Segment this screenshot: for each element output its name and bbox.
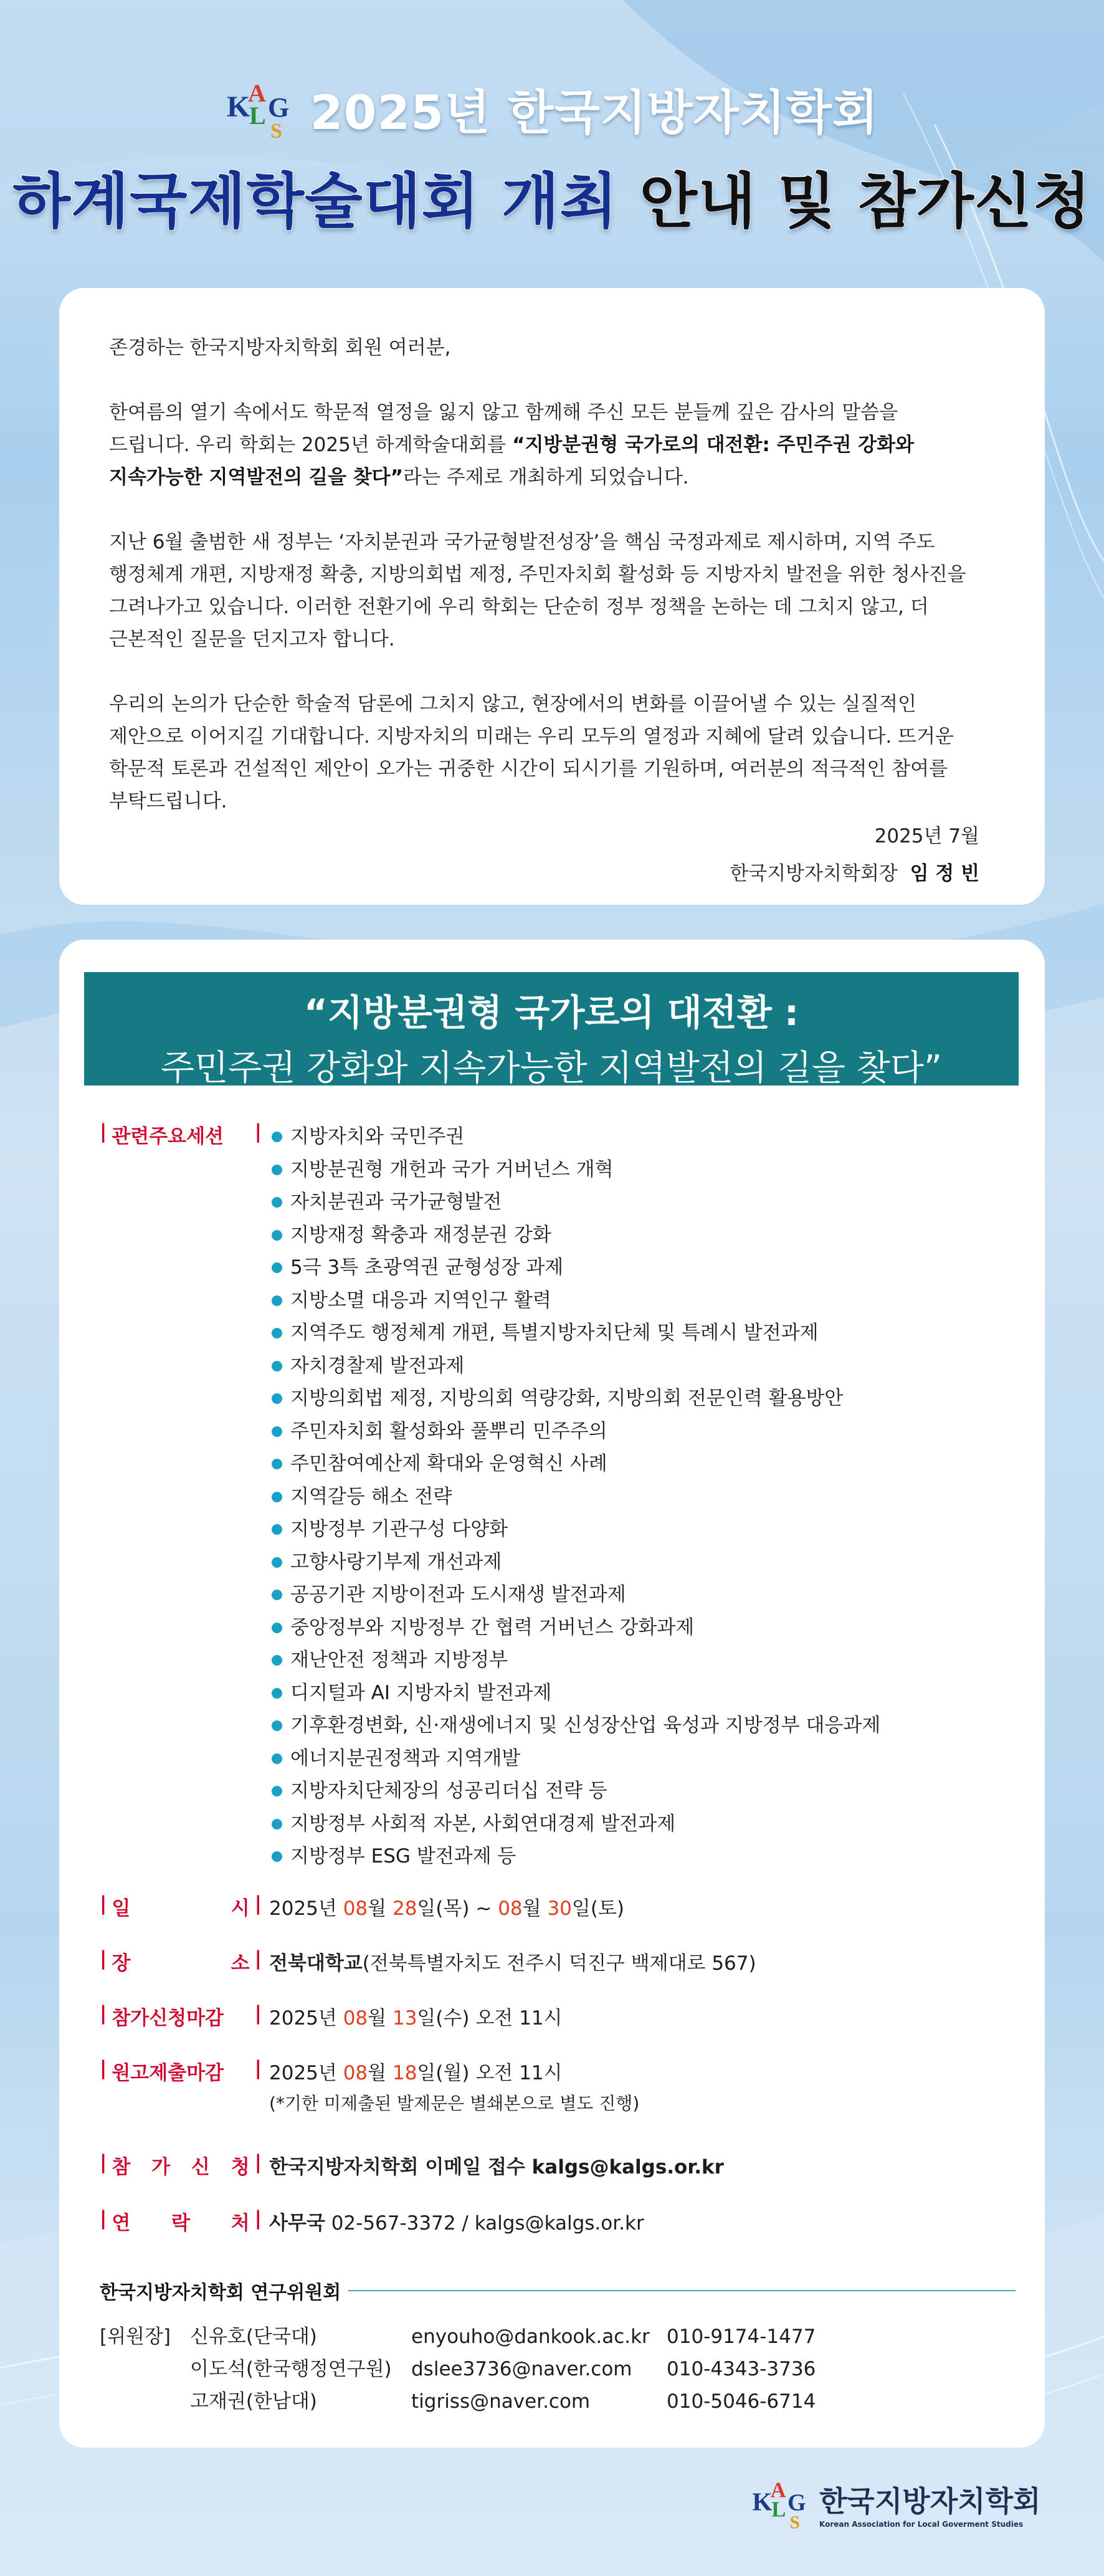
paper-deadline-note: (*기한 미제출된 발제문은 별쇄본으로 별도 진행): [269, 2093, 640, 2114]
session-item: 기후환경변화, 신·재생에너지 및 신성장산업 육성과 지방정부 대응과제: [269, 1709, 880, 1742]
letter-greeting: 존경하는 한국지방자치학회 회원 여러분,: [109, 336, 451, 359]
session-item: 지방자치단체장의 성공리더십 전략 등: [269, 1775, 880, 1808]
contact-office: 사무국: [269, 2212, 325, 2235]
svg-text:G: G: [788, 2489, 806, 2516]
session-item: 지방소멸 대응과 지역인구 활력: [269, 1284, 880, 1317]
letter-p2-end: 라는 주제로 개최하게 되었습니다.: [403, 466, 689, 489]
header-line1: [0, 75, 1104, 143]
letter-paragraph-3: 지난 6월 출범한 새 정부는 ‘자치분권과 국가균형발전성장’을 핵심 국정과제로 제시하며, 지역 주도 행정체계 개편, 지방재정 확충, 지방의회법 제정, 주민자치회 활성화 등 지방자치 발전을 위한 청사진을 그려나가고 있습니다. 이러한 전환기에 우리 학회는 단순히 정부 정책을 논하는 데 그치지 않고, 더 근본적인 질문을 던지고자 합니다.: [109, 531, 966, 651]
label-bar-right: |: [254, 2057, 262, 2079]
label-bar-right: |: [254, 1892, 262, 1915]
label-bar-right: |: [254, 2151, 262, 2173]
label-bar-right: |: [254, 1120, 262, 1143]
header-title-part-b: 안내 및 참가신청: [639, 166, 1092, 236]
session-item: 지방분권형 개헌과 국가 거버넌스 개혁: [269, 1153, 880, 1186]
sessions-row: [100, 1120, 880, 1873]
apply-label-char: 참: [112, 2156, 131, 2178]
footer-logo: [751, 2477, 1041, 2531]
contact-value[interactable]: [262, 2207, 644, 2235]
paper-deadline-value: [262, 2057, 639, 2115]
place-address: (전북특별자치도 전주시 덕진구 백제대로 567): [362, 1952, 756, 1975]
header-title-part-a: 하계국제학술대회 개최: [12, 166, 619, 236]
member-phone[interactable]: 010-9174-1477: [667, 2326, 816, 2348]
date-text: 일(토): [571, 1897, 624, 1920]
member-name: 신유호(단국대): [190, 2326, 317, 2348]
date-label: [100, 1892, 262, 1920]
session-item: 주민참여예산제 확대와 운영혁신 사례: [269, 1448, 880, 1481]
label-bar-left: |: [100, 2207, 107, 2230]
registration-deadline-value: [262, 2002, 563, 2030]
reg-day: 13: [392, 2007, 417, 2030]
paper-day: 18: [392, 2062, 417, 2084]
committee-title-text: 한국지방자치학회 연구위원회: [100, 2282, 341, 2304]
committee-member-row: [100, 2321, 1016, 2353]
footer-org-text: [819, 2479, 1041, 2529]
registration-deadline-label-text: 참가신청마감: [112, 2007, 224, 2030]
header-title-line2: [0, 154, 1104, 239]
reg-month: 08: [343, 2007, 368, 2030]
date-label-char: 일: [112, 1897, 131, 1920]
contact-label-char: 락: [171, 2212, 190, 2235]
paper-month: 08: [343, 2062, 368, 2084]
footer-org-name: 한국지방자치학회: [819, 2484, 1041, 2518]
label-bar-right: |: [254, 2002, 262, 2025]
session-item: 지역주도 행정체계 개편, 특별지방자치단체 및 특례시 발전과제: [269, 1317, 880, 1350]
member-email[interactable]: tigriss@naver.com: [411, 2390, 591, 2413]
date-label-char: 시: [231, 1897, 250, 1920]
application-label: [100, 2151, 262, 2179]
session-item: 중앙정부와 지방정부 간 협력 거버넌스 강화과제: [269, 1611, 880, 1644]
kalgs-logo-icon: [226, 78, 294, 140]
session-item: 지방정부 ESG 발전과제 등: [269, 1840, 880, 1873]
committee-member-row: [100, 2385, 1016, 2418]
member-role: [100, 2385, 190, 2418]
date-month-end: 08: [498, 1897, 523, 1920]
session-item: 에너지분권정책과 지역개발: [269, 1742, 880, 1775]
svg-text:L: L: [249, 101, 266, 130]
date-month-start: 08: [343, 1897, 368, 1920]
greeting-letter-card: [59, 288, 1045, 905]
place-venue: 전북대학교: [269, 1952, 363, 1975]
label-bar-left: |: [100, 1892, 107, 1915]
letter-signature: [730, 818, 979, 892]
session-item: 지방의회법 제정, 지방의회 역량강화, 지방의회 전문인력 활용방안: [269, 1382, 880, 1415]
label-bar-left: |: [100, 2057, 107, 2079]
letter-body: [109, 332, 983, 818]
place-label-char: 장: [112, 1952, 131, 1975]
date-year: 2025년: [269, 1897, 343, 1920]
svg-text:K: K: [226, 90, 250, 123]
application-label-text: [107, 2151, 254, 2179]
place-label: [100, 1947, 262, 1975]
paper-deadline-row: [100, 2057, 639, 2115]
signer-name: 임 정 빈: [910, 862, 979, 885]
session-item: 주민자치회 활성화와 풀뿌리 민주주의: [269, 1415, 880, 1448]
contact-label: [100, 2207, 262, 2235]
theme-banner: [84, 972, 1019, 1089]
session-item: 자치경찰제 발전과제: [269, 1350, 880, 1383]
svg-text:S: S: [789, 2512, 800, 2531]
session-item: 지방재정 확충과 재정분권 강화: [269, 1219, 880, 1252]
committee-members: [100, 2321, 1016, 2418]
svg-text:K: K: [752, 2487, 773, 2516]
sessions-label: [100, 1120, 262, 1873]
label-bar-left: |: [100, 1120, 107, 1143]
member-role: [위원장]: [100, 2326, 171, 2348]
committee-title-divider: [348, 2290, 1016, 2291]
member-phone[interactable]: 010-5046-6714: [667, 2390, 816, 2413]
date-text: 일(목) ~: [417, 1897, 498, 1920]
paper-deadline-label: [100, 2057, 262, 2115]
date-label-text: [107, 1892, 254, 1920]
contact-label-char: 처: [231, 2212, 250, 2235]
application-email[interactable]: 한국지방자치학회 이메일 접수 kalgs@kalgs.or.kr: [269, 2156, 724, 2178]
session-item: 지역갈등 해소 전략: [269, 1481, 880, 1514]
paper-deadline-label-text: 원고제출마감: [112, 2062, 224, 2084]
theme-banner-line2: 주민주권 강화와 지속가능한 지역발전의 길을 찾다”: [160, 1048, 943, 1089]
sessions-label-text: 관련주요세션: [112, 1125, 224, 1148]
member-name: 이도석(한국행정연구원): [190, 2358, 392, 2380]
apply-label-char: 신: [191, 2156, 210, 2178]
session-item: 자치분권과 국가균형발전: [269, 1186, 880, 1219]
svg-text:G: G: [267, 92, 289, 123]
label-bar-left: |: [100, 2002, 107, 2025]
apply-label-char: 청: [231, 2156, 250, 2178]
apply-label-char: 가: [151, 2156, 171, 2178]
reg-year: 2025년: [269, 2007, 343, 2030]
member-email[interactable]: dslee3736@naver.com: [411, 2358, 632, 2380]
session-item: 지방정부 기관구성 다양화: [269, 1513, 880, 1546]
member-role: [100, 2353, 190, 2385]
contact-details[interactable]: 02-567-3372 / kalgs@kalgs.or.kr: [325, 2212, 644, 2235]
reg-text: 월: [368, 2007, 393, 2030]
session-item: 5극 3특 초광역권 균형성장 과제: [269, 1251, 880, 1284]
svg-text:A: A: [770, 2478, 786, 2502]
svg-text:S: S: [270, 119, 282, 140]
registration-deadline-label: [100, 2002, 262, 2030]
committee-title: [100, 2277, 1016, 2304]
letter-theme-bold: “지방분권형 국가로의 대전환: 주민주권 강화와 지속가능한 지역발전의 길을 찾다”: [109, 434, 915, 489]
member-name: 고재권(한남대): [190, 2390, 317, 2413]
date-day-end: 30: [547, 1897, 572, 1920]
letter-paragraph-2: [109, 396, 983, 494]
kalgs-footer-logo-icon: [751, 2477, 811, 2531]
letter-date: 2025년 7월: [874, 825, 979, 847]
session-item: 지방정부 사회적 자본, 사회연대경제 발전과제: [269, 1808, 880, 1841]
session-item: 지방자치와 국민주권: [269, 1120, 880, 1153]
letter-signer: [730, 855, 979, 892]
paper-deadline-date: [269, 2057, 639, 2085]
reg-text: 일(수) 오전 11시: [417, 2007, 563, 2030]
svg-text:L: L: [771, 2497, 786, 2522]
paper-year: 2025년: [269, 2062, 343, 2084]
place-row: [100, 1947, 756, 1975]
contact-label-text: [107, 2207, 254, 2235]
label-bar-left: |: [100, 2151, 107, 2173]
sessions-list: [262, 1120, 880, 1873]
date-row: [100, 1892, 624, 1920]
label-bar-left: |: [100, 1947, 107, 1970]
contact-row: [100, 2207, 644, 2235]
letter-p2-start: 한여름의 열기 속에서도 학문적 열정을 잃지 않고 함께해 주신 모든 분들께 깊은 감사의 말씀을 드립니다. 우리 학회는 2025년 하계학술대회를: [109, 401, 898, 456]
event-info-card: [59, 940, 1045, 2448]
svg-text:A: A: [247, 79, 266, 107]
label-bar-right: |: [254, 1947, 262, 1970]
session-item: 디지털과 AI 지방자치 발전과제: [269, 1677, 880, 1710]
member-phone[interactable]: 010-4343-3736: [667, 2358, 816, 2380]
contact-label-char: 연: [112, 2212, 131, 2235]
session-item: 고향사랑기부제 개선과제: [269, 1546, 880, 1579]
place-label-text: [107, 1947, 254, 1975]
signer-title: 한국지방자치학회장: [730, 862, 898, 885]
session-item: 재난안전 정책과 지방정부: [269, 1644, 880, 1677]
committee-member-row: [100, 2353, 1016, 2385]
place-label-char: 소: [231, 1952, 250, 1975]
paper-text: 월: [368, 2062, 393, 2084]
date-day-start: 28: [392, 1897, 417, 1920]
footer-org-sub: Korean Association for Local Goverment Studies: [819, 2520, 1024, 2529]
session-item: 공공기관 지방이전과 도시재생 발전과제: [269, 1578, 880, 1611]
theme-banner-line1: “지방분권형 국가로의 대전환 :: [303, 991, 799, 1034]
header-title-line1: 2025년 한국지방자치학회: [310, 85, 879, 140]
member-email[interactable]: enyouho@dankook.ac.kr: [411, 2326, 650, 2348]
registration-deadline-row: [100, 2002, 563, 2030]
label-bar-right: |: [254, 2207, 262, 2230]
research-committee: [100, 2277, 1016, 2418]
letter-paragraph-4: 우리의 논의가 단순한 학술적 담론에 그치지 않고, 현장에서의 변화를 이끌어낼 수 있는 실질적인 제안으로 이어지길 기대합니다. 지방자치의 미래는 우리 모두의 열정과 지혜에 달려 있습니다. 뜨거운 학문적 토론과 건설적인 제안이 오가는 귀중한 시간이 되시기를 기원하며, 여러분의 적극적인 참여를 부탁드립니다.: [109, 693, 954, 813]
application-row: [100, 2151, 724, 2179]
date-text: 월: [522, 1897, 548, 1920]
paper-text: 일(월) 오전 11시: [417, 2062, 563, 2084]
poster-header: [0, 75, 1104, 239]
date-text: 월: [368, 1897, 393, 1920]
place-value: [262, 1947, 756, 1975]
date-value: [262, 1892, 624, 1920]
application-value[interactable]: [262, 2151, 724, 2179]
